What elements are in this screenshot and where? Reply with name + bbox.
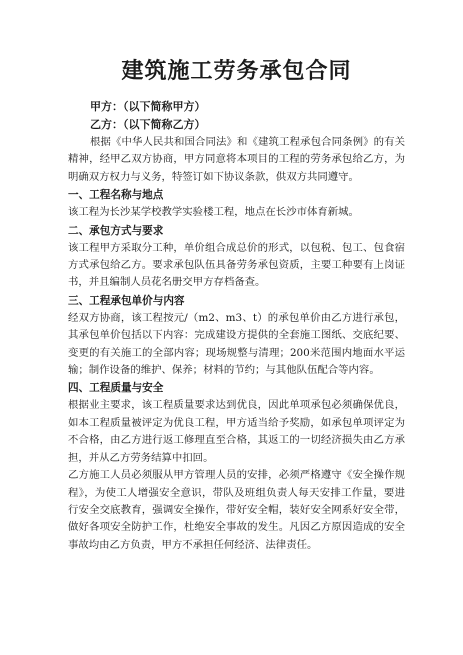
section-paragraph: 乙方施工人员必须服从甲方管理人员的安排，必须严格遵守《安全操作规程》，为使工人增强安全意识，带队及班组负责人每天安排工作量，要进行安全交底教育，强调安全操作，带好安全帽，装好安全网系好安全带，做好各项安全防护工作，杜绝安全事故的发生。凡因乙方原因造成的安全事故均由乙方负责，甲方不承担任何经济、法律责任。 [68,469,405,551]
section-paragraph: 该工程甲方采取分工种，单价组合成总价的形式，以包税、包工、包食宿方式承包给乙方。要求承包队伍具备劳务承包资质，主要工种要有上岗证书，并且编制人员花名册交甲方存档备查。 [68,241,405,289]
section-heading: 一、工程名称与地点 [68,189,164,202]
section-1 [68,186,405,221]
party-b-line: 乙方：（以下简称乙方） [90,118,206,131]
section-heading: 三、工程承包单价与内容 [68,294,185,307]
section-paragraph: 根据业主要求，该工程质量要求达到优良，因此单项承包必须确保优良，如本工程质量被评定为优良工程，甲方适当给予奖励，如承包单项评定为不合格，由乙方进行返工修理直至合格，其返工的一切经济损失由乙方承担，并从乙方劳务结算中扣回。 [68,399,405,464]
section-paragraph: 该工程为长沙某学校教学实验楼工程，地点在长沙市体育新城。 [68,206,359,219]
party-a-line: 甲方：（以下简称甲方） [90,100,206,113]
section-4 [68,379,405,554]
section-paragraph: 经双方协商，该工程按元/（m2、m3、t）的承包单价由乙方进行承包，其承包单价包括以下内容：完成建设方提供的全套施工图纸、交底纪要、变更的有关施工的全部内容；现场规整与清理；200米范围内地面水平运输；制作设备的维护、保养；材料的节约；与其他队伍配合等内容。 [68,311,405,377]
section-heading: 二、承包方式与要求 [68,224,164,237]
contract-title: 建筑施工劳务承包合同 [121,59,352,84]
section-heading: 四、工程质量与安全 [68,382,164,395]
section-2 [68,222,405,292]
section-3 [68,292,405,380]
preamble-paragraph: 根据《中华人民共和国合同法》和《建筑工程承包合同条例》的有关精神，经甲乙双方协商，甲方同意将本项目的工程的劳务承包给乙方，为明确双方权力与义务，特签订如下协议条款，供双方共同遵守。 [68,136,405,183]
